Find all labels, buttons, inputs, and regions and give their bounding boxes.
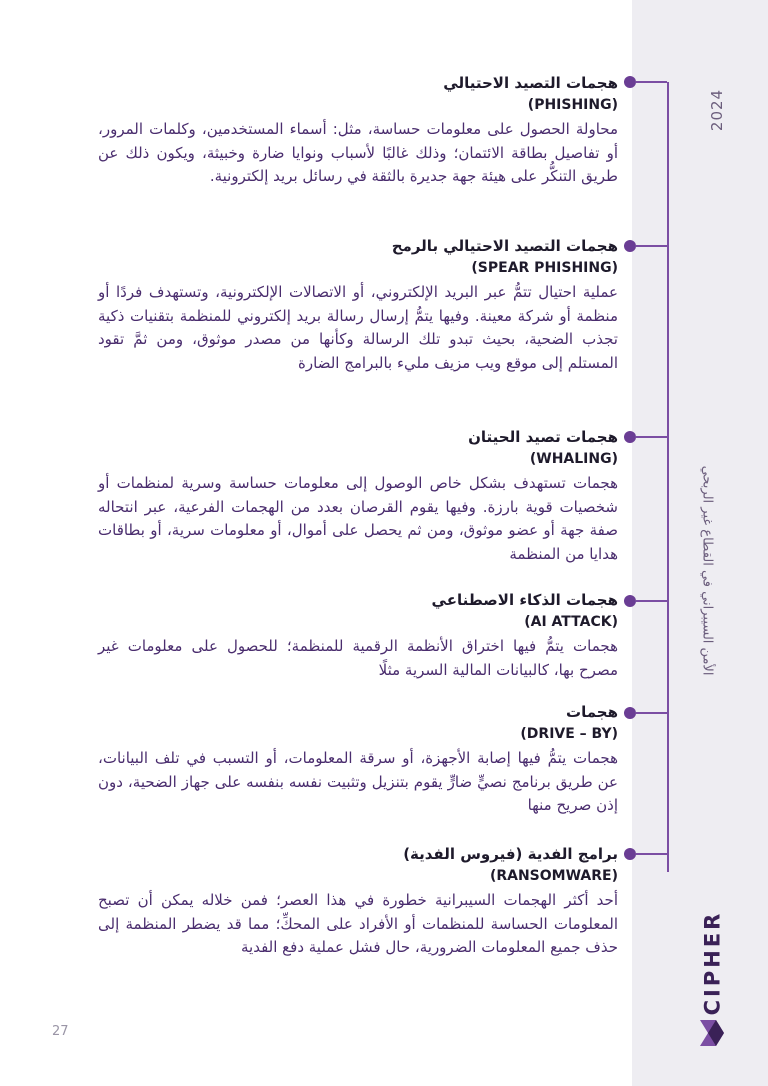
entry-ransomware [98, 843, 618, 960]
timeline-dot [624, 76, 636, 88]
entry-drive-by [98, 701, 618, 818]
timeline-connector [636, 436, 667, 438]
entry-phishing [98, 72, 618, 189]
side-title [647, 440, 767, 700]
entry-body: محاولة الحصول على معلومات حساسة، مثل: أسماء المستخدمين، وكلمات المرور، أو تفاصيل بطاقة الائتمان؛ وذلك غالبًا لأسباب ونوايا ضارة وخبيثة، ويكون ذلك عن طريق التنكُّر على هيئة جهة جديرة بالثقة في رسائل بريد إلكترونية. [98, 120, 618, 185]
entry-title-en: (DRIVE – BY) [520, 726, 618, 742]
timeline-connector [636, 712, 667, 714]
timeline-connector [636, 600, 667, 602]
entry-body: هجمات تستهدف بشكل خاص الوصول إلى معلومات حساسة وسرية لمنظمات أو شخصيات قوية بارزة. وفيها يقوم القرصان بعدد من الهجمات الفرعية، عبر انتحاله صفة جهة أو عضو موثوق، ومن ثم يحصل على أموال، أو معلومات سرية، أو بطاقات هدايا من المنظمة [98, 474, 618, 563]
page-number: 27 [52, 1024, 69, 1039]
timeline-dot [624, 848, 636, 860]
timeline-dot [624, 240, 636, 252]
entry-title: هجمات التصيد الاحتيالي بالرمح [391, 237, 618, 255]
cipher-mark-icon [698, 1018, 726, 1048]
entry-title: هجمات تصيد الحيتان [468, 428, 618, 446]
entry-body: أحد أكثر الهجمات السيبرانية خطورة في هذا العصر؛ فمن خلاله يمكن أن تصبح المعلومات الحساسة للمنظمات أو الأفراد على المحكِّ؛ مما قد يضطر المنظمة إلى حذف جميع المعلومات الضرورية، حال فشل عملية دفع الفدية [98, 891, 618, 956]
timeline-dot [624, 431, 636, 443]
entry-title-en: (PHISHING) [527, 97, 618, 113]
entry-spear-phishing [98, 235, 618, 375]
timeline-connector [636, 853, 667, 855]
timeline-connector [636, 81, 667, 83]
timeline-line [667, 82, 669, 872]
entry-ai-attack [98, 589, 618, 682]
timeline-connector [636, 245, 667, 247]
entry-title-en: (WHALING) [529, 451, 618, 467]
year-label [697, 80, 737, 140]
entry-title: برامج الفدية (فيروس الفدية) [403, 845, 618, 863]
logo-wordmark [692, 908, 732, 1018]
side-title-text: الأمن السيبراني في القطاع غير الربحي [699, 465, 715, 675]
cipher-logo [692, 908, 732, 1048]
entry-body: عملية احتيال تتمُّ عبر البريد الإلكتروني، أو الاتصالات الإلكترونية، وتستهدف فردًا أو منظمة أو شركة معينة. وفيها يتمُّ إرسال رسالة بريد إلكتروني للمنظمة بتقنيات ذكية تجذب الضحية، بحيث تبدو تلك الرسالة وكأنها من مصدر موثوق، ومن ثمَّ تقود المستلم إلى موقع ويب مزيف مليء بالبرامج الضارة [98, 283, 618, 372]
entry-title: هجمات [566, 703, 618, 721]
entry-title-en: (SPEAR PHISHING) [471, 260, 618, 276]
entry-whaling [98, 426, 618, 566]
entry-title: هجمات الذكاء الاصطناعي [431, 591, 618, 609]
logo-text: CIPHER [700, 910, 724, 1016]
entry-title: هجمات التصيد الاحتيالي [443, 74, 618, 92]
entry-body: هجمات يتمُّ فيها اختراق الأنظمة الرقمية للمنظمة؛ للحصول على معلومات غير مصرح بها، كالبيانات المالية السرية مثلًا [98, 637, 618, 679]
timeline-dot [624, 707, 636, 719]
year-text: 2024 [708, 88, 726, 132]
entry-title-en: (AI ATTACK) [524, 614, 618, 630]
entry-body: هجمات يتمُّ فيها إصابة الأجهزة، أو سرقة المعلومات، أو التسبب في تلف البيانات، عن طريق برنامج نصيٍّ ضارٍّ يقوم بتنزيل وتثبيت نفسه بنفسه على جهاز الضحية، دون إذن صريح منها [98, 749, 618, 814]
entry-title-en: (RANSOMWARE) [489, 868, 618, 884]
timeline-dot [624, 595, 636, 607]
